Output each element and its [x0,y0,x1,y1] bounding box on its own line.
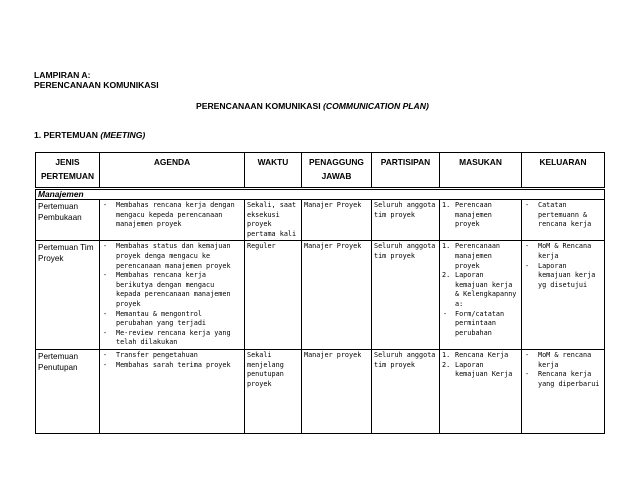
header-partisipan: PARTISIPAN [372,153,440,189]
section-heading-english: (MEETING) [100,130,146,140]
row-jenis: Pertemuan Penutupan [36,349,100,433]
masukan-text: Perencaan manajemen proyek [455,201,492,229]
masukan-number: 1. [442,350,451,359]
row-keluaran [522,241,605,350]
header-row [36,153,605,189]
masukan-text: Perencanaan manajemen proyek [455,242,501,270]
table-row [36,200,605,241]
document-title-main: PERENCANAAN KOMUNIKASI [196,101,324,111]
masukan-item [442,271,519,309]
agenda-item: - Transfer pengetahuan [102,351,242,361]
header-penanggung-jawab: PENAGGUNG JAWAB [302,153,372,189]
agenda-item: - Membahas status dan kemajuan proyek denga mengacu ke perencanaan manajemen proyek [102,242,242,271]
keluaran-item: - Catatan pertemuann & rencana kerja [524,201,602,230]
row-jenis: Pertemuan Pembukaan [36,200,100,241]
agenda-item: - Membahas rencana kerja berikutya dengan mengacu kepada perencanaan manajemen proyek [102,271,242,309]
masukan-item [442,242,519,271]
row-partisipan: Seluruh anggota tim proyek [372,241,440,350]
masukan-text: Rencana Kerja [455,350,509,359]
row-partisipan: Seluruh anggota tim proyek [372,200,440,241]
row-masukan [440,349,522,433]
row-jenis: Pertemuan Tim Proyek [36,241,100,350]
row-waktu: Sekali menjelang penutupan proyek [245,349,302,433]
masukan-item [442,361,519,380]
row-agenda [100,200,245,241]
masukan-number: 2. [442,360,451,369]
keluaran-item: - Laporan kemajuan kerja yg disetujui [524,262,602,291]
agenda-item: - Membahas rencana kerja dengan mengacu kepeda perencanaan manajemen proyek [102,201,242,230]
masukan-subitem: - Form/catatan permintaan perubahan [442,310,519,339]
agenda-item: - Membahas sarah terima proyek [102,361,242,371]
header-waktu: WAKTU [245,153,302,189]
row-agenda [100,349,245,433]
keluaran-item: - MoM & Rencana kerja [524,242,602,261]
row-keluaran [522,349,605,433]
row-masukan [440,241,522,350]
keluaran-item: - Rencana kerja yang diperbarui [524,370,602,389]
masukan-item [442,351,519,361]
header-keluaran: KELUARAN [522,153,605,189]
header-jenis-pertemuan: JENIS PERTEMUAN [36,153,100,189]
table-row [36,241,605,350]
appendix-label: LAMPIRAN A: [34,70,91,80]
category-row [36,189,605,200]
row-penanggung: Manajer proyek [302,349,372,433]
communication-plan-table [35,152,605,434]
row-penanggung: Manajer Proyek [302,241,372,350]
row-waktu: Reguler [245,241,302,350]
header-masukan: MASUKAN [440,153,522,189]
row-masukan [440,200,522,241]
category-label: Manajemen [36,189,605,200]
masukan-number: 1. [442,242,451,251]
section-heading-main: 1. PERTEMUAN [34,130,101,140]
table-row [36,349,605,433]
row-penanggung: Manajer Proyek [302,200,372,241]
row-agenda [100,241,245,350]
document-title [196,101,429,111]
keluaran-item: - MoM & rencana kerja [524,351,602,370]
section-heading [34,130,145,140]
masukan-text: Laporan kemajuan kerja & Kelengkapanny a: [455,271,517,308]
agenda-item: - Memantau & mengontrol perubahan yang terjadi [102,310,242,329]
agenda-item: - Me-review rencana kerja yang telah dilakukan [102,329,242,348]
row-keluaran [522,200,605,241]
header-agenda: AGENDA [100,153,245,189]
row-waktu: Sekali, saat eksekusi proyek pertama kali [245,200,302,241]
masukan-text: Laporan kemajuan Kerja [455,360,513,379]
document-title-english: (COMMUNICATION PLAN) [323,101,429,111]
masukan-number: 1. [442,201,451,209]
masukan-number: 2. [442,271,451,280]
masukan-item [442,201,519,230]
row-partisipan: Seluruh anggota tim proyek [372,349,440,433]
appendix-title: PERENCANAAN KOMUNIKASI [34,80,159,90]
